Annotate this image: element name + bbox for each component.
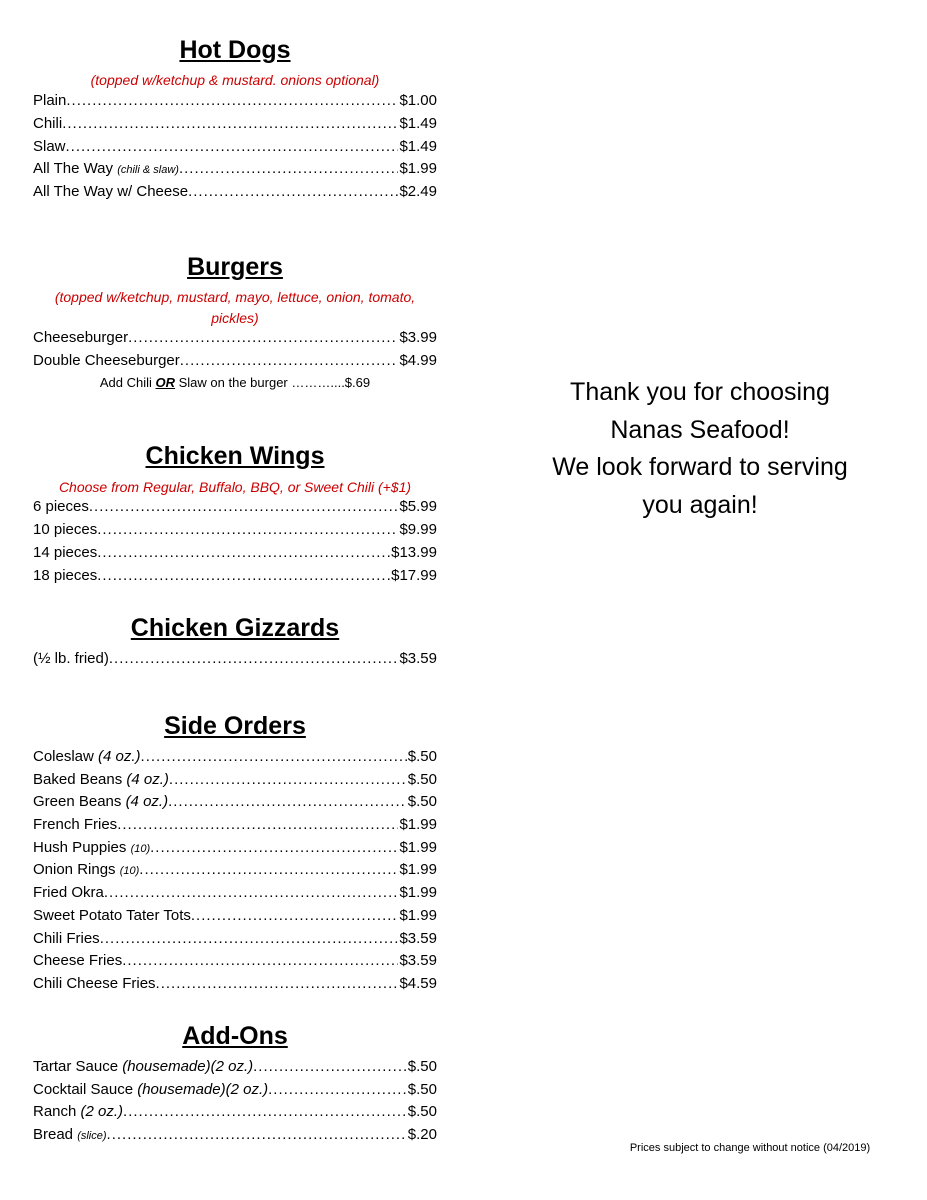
item-name: Cheeseburger	[33, 329, 129, 346]
item-price: $.50	[407, 1056, 437, 1078]
leader-dots	[100, 928, 399, 950]
menu-item	[33, 746, 437, 768]
item-name: Coleslaw	[33, 748, 99, 765]
burgers-note-line2: pickles)	[211, 310, 259, 326]
item-detail: (2 oz.)	[80, 1103, 124, 1120]
item-price: $.50	[407, 746, 437, 768]
item-name: Fried Okra	[33, 884, 104, 901]
leader-dots	[109, 648, 399, 670]
hot-dogs-title: Hot Dogs	[179, 36, 291, 64]
leader-dots	[188, 181, 398, 203]
item-name: Onion Rings	[33, 861, 120, 878]
leader-dots	[62, 113, 398, 135]
item-name: Cheese Fries	[33, 952, 123, 969]
leader-dots	[191, 905, 399, 927]
item-price: $.50	[407, 791, 437, 813]
item-name: Chili	[33, 115, 63, 132]
menu-item	[33, 496, 437, 518]
burgers-title: Burgers	[187, 253, 283, 281]
item-price: $1.99	[398, 814, 437, 836]
item-detail: (4 oz.)	[98, 748, 141, 765]
item-price: $.50	[407, 769, 437, 791]
thanks-line: Nanas Seafood!	[610, 415, 790, 444]
item-price: $1.99	[398, 158, 437, 180]
menu-item	[33, 542, 437, 564]
addon-post: Slaw on the burger ………....$.69	[175, 375, 371, 390]
gizzards-title: Chicken Gizzards	[130, 614, 340, 642]
item-detail: (4 oz.)	[125, 793, 169, 810]
item-price: $.50	[407, 1079, 437, 1101]
thanks-line: We look forward to serving	[552, 453, 848, 481]
leader-dots	[66, 90, 398, 112]
item-price: $.50	[407, 1101, 437, 1123]
item-name: Bread	[33, 1126, 78, 1143]
leader-dots	[97, 519, 398, 541]
leader-dots	[97, 565, 390, 587]
leader-dots	[150, 837, 398, 859]
item-name: 10 pieces	[33, 521, 98, 538]
item-name: Sweet Potato Tater Tots	[33, 907, 191, 924]
leader-dots	[122, 950, 398, 972]
leader-dots	[66, 136, 399, 158]
item-name: 18 pieces	[33, 567, 98, 584]
menu-item	[33, 158, 437, 180]
leader-dots	[141, 746, 407, 768]
menu-item	[33, 950, 437, 972]
leader-dots	[123, 1101, 407, 1123]
item-name: Double Cheeseburger	[33, 352, 180, 369]
item-detail: (slice)	[77, 1130, 107, 1142]
menu-item	[33, 1056, 437, 1078]
wings-note: Choose from Regular, Buffalo, BBQ, or Sweet Chili (+$1)	[58, 479, 412, 495]
item-price: $1.99	[398, 882, 437, 904]
item-detail: (4 oz.)	[126, 771, 169, 788]
menu-item	[33, 1079, 437, 1101]
hot-dogs-note: (topped w/ketchup & mustard. onions optional)	[90, 72, 380, 88]
item-price: $9.99	[398, 519, 437, 541]
menu-item	[33, 814, 437, 836]
item-price: $1.99	[398, 905, 437, 927]
item-price: $1.99	[398, 859, 437, 881]
leader-dots	[156, 973, 399, 995]
item-price: $.20	[407, 1124, 437, 1146]
item-price: $17.99	[390, 565, 437, 587]
item-price: $2.49	[398, 181, 437, 203]
thank-you-message	[490, 374, 910, 524]
item-price: $4.59	[398, 973, 437, 995]
item-name: Chili Fries	[33, 930, 100, 947]
leader-dots	[89, 496, 399, 518]
item-name: Chili Cheese Fries	[33, 975, 156, 992]
item-price: $3.59	[398, 950, 437, 972]
menu-item	[33, 519, 437, 541]
menu-item	[33, 1124, 437, 1146]
item-price: $3.59	[398, 928, 437, 950]
item-name: 6 pieces	[33, 498, 89, 515]
price-disclaimer: Prices subject to change without notice (04/2019)	[629, 1142, 871, 1154]
leader-dots	[179, 158, 399, 180]
wings-title: Chicken Wings	[145, 442, 325, 470]
item-name: All The Way	[33, 160, 118, 177]
item-name: Slaw	[33, 138, 66, 155]
item-price: $3.59	[398, 648, 437, 670]
menu-item	[33, 113, 437, 135]
item-name: Tartar Sauce	[33, 1058, 123, 1075]
leader-dots	[268, 1079, 407, 1101]
menu-item	[33, 648, 437, 670]
menu-item	[33, 791, 437, 813]
item-price: $1.00	[398, 90, 437, 112]
item-detail: (housemade)(2 oz.)	[137, 1081, 269, 1098]
menu-item	[33, 973, 437, 995]
menu-item	[33, 327, 437, 349]
burger-addon-line	[33, 373, 437, 393]
menu-item	[33, 859, 437, 881]
leader-dots	[253, 1056, 407, 1078]
item-detail: (housemade)(2 oz.)	[122, 1058, 254, 1075]
menu-item	[33, 565, 437, 587]
thanks-line: Thank you for choosing	[570, 378, 830, 406]
addon-pre: Add Chili	[99, 375, 156, 390]
item-name: (½ lb. fried)	[33, 650, 109, 667]
item-price: $13.99	[390, 542, 437, 564]
leader-dots	[169, 769, 407, 791]
item-name: Plain	[33, 92, 67, 109]
leader-dots	[139, 859, 398, 881]
item-name: All The Way w/ Cheese	[33, 183, 189, 200]
menu-item	[33, 181, 437, 203]
item-detail: (10)	[130, 843, 151, 855]
item-name: Baked Beans	[33, 771, 127, 788]
leader-dots	[97, 542, 390, 564]
item-detail: (chili & slaw)	[117, 164, 179, 176]
menu-item	[33, 350, 437, 372]
menu-item	[33, 90, 437, 112]
item-price: $1.49	[398, 113, 437, 135]
item-name: 14 pieces	[33, 544, 98, 561]
item-name: Cocktail Sauce	[33, 1081, 138, 1098]
leader-dots	[168, 791, 407, 813]
menu-item	[33, 1101, 437, 1123]
menu-item	[33, 905, 437, 927]
addons-title: Add-Ons	[182, 1022, 288, 1050]
menu-item	[33, 769, 437, 791]
item-price: $1.49	[398, 136, 437, 158]
leader-dots	[180, 350, 399, 372]
leader-dots	[104, 882, 399, 904]
item-price: $3.99	[398, 327, 437, 349]
item-price: $4.99	[398, 350, 437, 372]
burgers-note-line1: (topped w/ketchup, mustard, mayo, lettuce, onion, tomato,	[54, 289, 416, 305]
leader-dots	[117, 814, 398, 836]
menu-item	[33, 136, 437, 158]
leader-dots	[107, 1124, 407, 1146]
item-price: $5.99	[398, 496, 437, 518]
item-detail: (10)	[119, 865, 140, 877]
item-name: French Fries	[33, 816, 118, 833]
addon-or: OR	[155, 375, 176, 390]
item-name: Hush Puppies	[33, 839, 131, 856]
leader-dots	[128, 327, 398, 349]
menu-item	[33, 837, 437, 859]
thanks-line: you again!	[642, 490, 758, 519]
item-name: Green Beans	[33, 793, 126, 810]
menu-item	[33, 882, 437, 904]
sides-title: Side Orders	[164, 712, 306, 740]
item-name: Ranch	[33, 1103, 81, 1120]
menu-item	[33, 928, 437, 950]
item-price: $1.99	[398, 837, 437, 859]
